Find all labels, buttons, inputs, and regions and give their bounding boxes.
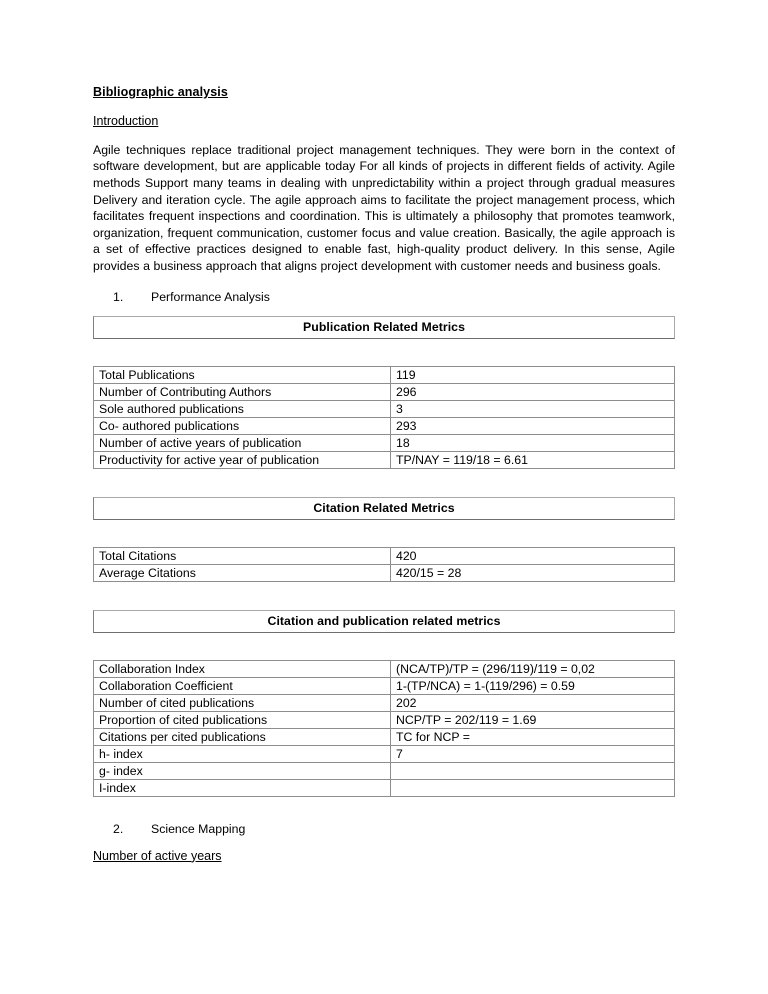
table-row xyxy=(94,418,675,435)
publication-related-metrics-table xyxy=(93,366,675,469)
row-value: 420/15 = 28 xyxy=(391,565,675,582)
table-row xyxy=(94,729,675,746)
row-label: Average Citations xyxy=(94,565,391,582)
row-label: Number of active years of publication xyxy=(94,435,391,452)
row-value: 3 xyxy=(391,401,675,418)
table-row xyxy=(94,695,675,712)
list-item-performance-analysis xyxy=(93,289,675,306)
row-value: 18 xyxy=(391,435,675,452)
row-value: NCP/TP = 202/119 = 1.69 xyxy=(391,712,675,729)
spacer xyxy=(93,582,675,610)
row-value: 293 xyxy=(391,418,675,435)
citation-related-metrics-table xyxy=(93,547,675,582)
intro-heading: Introduction xyxy=(93,114,159,129)
list-item-number: 2. xyxy=(113,822,124,837)
spacer xyxy=(93,520,675,547)
row-value: 7 xyxy=(391,746,675,763)
table-body xyxy=(94,367,675,469)
citation-related-metrics-heading: Citation Related Metrics xyxy=(93,497,675,520)
table-row xyxy=(94,763,675,780)
table-row xyxy=(94,548,675,565)
row-value: 202 xyxy=(391,695,675,712)
table-row xyxy=(94,367,675,384)
citation-and-publication-related-metrics-heading: Citation and publication related metrics xyxy=(93,610,675,633)
spacer xyxy=(93,633,675,660)
table-row xyxy=(94,452,675,469)
spacer xyxy=(93,469,675,497)
row-label: Number of cited publications xyxy=(94,695,391,712)
list-item-label: Science Mapping xyxy=(151,822,246,837)
table-row xyxy=(94,384,675,401)
row-value: TP/NAY = 119/18 = 6.61 xyxy=(391,452,675,469)
table-body xyxy=(94,661,675,797)
intro-paragraph: Agile techniques replace traditional project management techniques. They were born in the context of software development, but are applicable today For all kinds of projects in different fields of activity. Agile methods Support many teams in dealing with unpredictability within a project through gradual measures Delivery and iteration cycle. The agile approach aims to facilitate the project management process, which facilitates frequent inspections and coordination. This is ultimately a philosophy that promotes teamwork, organization, frequent communication, customer focus and value creation. Basically, the agile approach is a set of effective practices designed to enable fast, high-quality product delivery. In this sense, Agile provides a business approach that aligns project development with customer needs and business goals. xyxy=(93,142,675,273)
row-label: h- index xyxy=(94,746,391,763)
row-label: Co- authored publications xyxy=(94,418,391,435)
table-row xyxy=(94,780,675,797)
row-value: 1-(TP/NCA) = 1-(119/296) = 0.59 xyxy=(391,678,675,695)
row-value: 296 xyxy=(391,384,675,401)
row-label: Citations per cited publications xyxy=(94,729,391,746)
row-value xyxy=(391,780,675,797)
row-label: I-index xyxy=(94,780,391,797)
page-title: Bibliographic analysis xyxy=(93,85,228,99)
row-value: 420 xyxy=(391,548,675,565)
citation-and-publication-related-metrics-table xyxy=(93,660,675,797)
table-row xyxy=(94,712,675,729)
row-label: Total Citations xyxy=(94,548,391,565)
row-label: Number of Contributing Authors xyxy=(94,384,391,401)
table-row xyxy=(94,435,675,452)
table-row xyxy=(94,746,675,763)
row-value: (NCA/TP)/TP = (296/119)/119 = 0,02 xyxy=(391,661,675,678)
table-row xyxy=(94,401,675,418)
spacer xyxy=(93,797,675,821)
list-item-science-mapping xyxy=(93,821,675,838)
row-label: Collaboration Coefficient xyxy=(94,678,391,695)
row-label: g- index xyxy=(94,763,391,780)
publication-related-metrics-heading: Publication Related Metrics xyxy=(93,316,675,339)
table-row xyxy=(94,565,675,582)
list-item-number: 1. xyxy=(113,289,124,304)
row-label: Collaboration Index xyxy=(94,661,391,678)
row-label: Total Publications xyxy=(94,367,391,384)
row-label: Sole authored publications xyxy=(94,401,391,418)
row-value: TC for NCP = xyxy=(391,729,675,746)
spacer xyxy=(93,339,675,366)
row-label: Productivity for active year of publication xyxy=(94,452,391,469)
row-value: 119 xyxy=(391,367,675,384)
table-body xyxy=(94,548,675,582)
table-row xyxy=(94,678,675,695)
table-row xyxy=(94,661,675,678)
number-of-active-years-heading: Number of active years xyxy=(93,848,222,863)
row-value xyxy=(391,763,675,780)
list-item-label: Performance Analysis xyxy=(151,289,270,304)
row-label: Proportion of cited publications xyxy=(94,712,391,729)
